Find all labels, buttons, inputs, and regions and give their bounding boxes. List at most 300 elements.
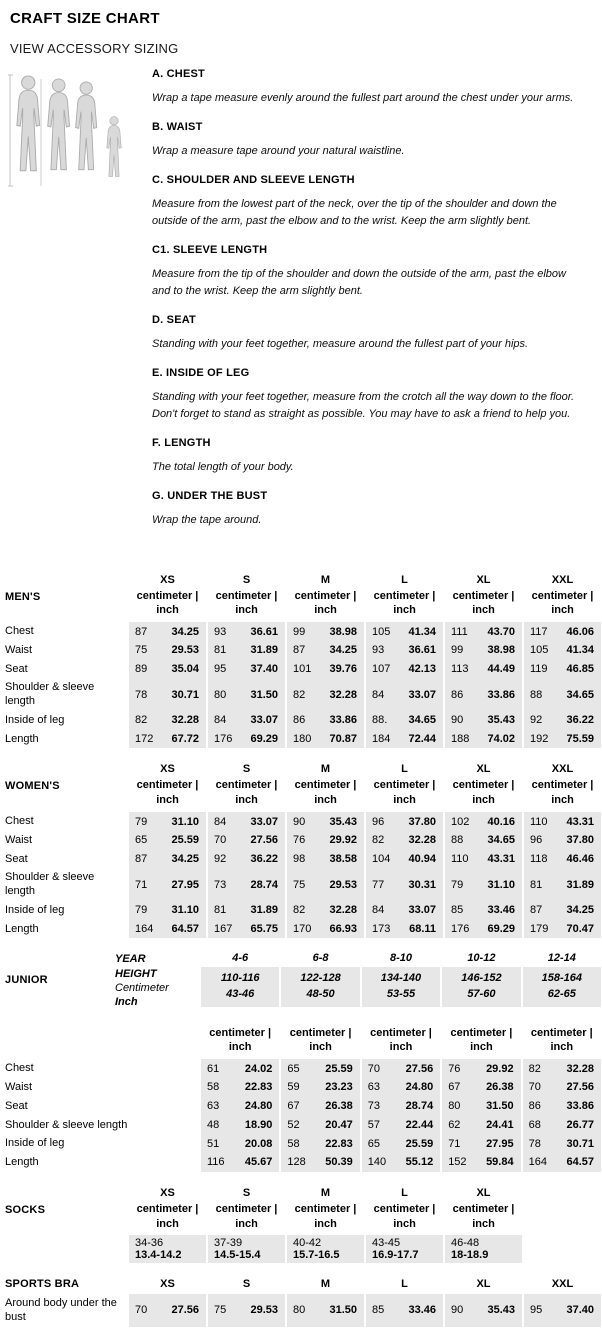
inch-value: 35.04 [171,663,199,676]
inch-value: 31.10 [171,904,199,917]
year-group [201,951,279,1009]
label-spacer [0,761,128,778]
inch-value: 33.46 [408,1304,436,1317]
cm-value: 58 [287,1137,300,1150]
height-range-cell [201,967,279,1007]
table-row [0,1134,602,1153]
value-cell [287,641,364,660]
inch-value: 14.5-15.4 [214,1249,261,1262]
value-cell [523,1134,601,1153]
value-cell [201,1134,279,1153]
value-cell [208,901,285,920]
cm-value: 75 [293,878,306,891]
value-cell [445,868,522,901]
value-cell [445,678,522,711]
cm-value: 79 [135,815,148,828]
cm-value: 80 [448,1100,461,1113]
cm-value: 170 [293,923,312,936]
size-table-junior [0,951,602,1171]
value-cell [129,660,206,679]
value-cell [208,711,285,730]
inch-value: 34.65 [566,688,594,701]
size-header: XS [160,1186,175,1199]
cm-value: 180 [293,733,312,746]
value-cell [366,1235,443,1263]
inch-value: 50.39 [325,1156,353,1169]
value-cell [366,711,443,730]
cm-value: 71 [448,1137,461,1150]
value-cell [201,1153,279,1172]
cm-value: 79 [135,904,148,917]
value-cell [524,1294,601,1327]
inch-value: 30.31 [408,878,436,891]
unit-line-1: centimeter | [215,589,278,602]
instruction-heading: D. SEAT [152,314,196,327]
inch-value: 27.56 [171,1304,199,1317]
year-range: 12-14 [547,952,576,965]
row-label: Length [5,922,39,935]
value-cell [366,901,443,920]
value-cell [201,1116,279,1135]
cm-value: 75 [214,1304,227,1317]
year-range: 8-10 [389,952,412,965]
axis-height-label: HEIGHT [115,967,157,980]
inch-value: 22.83 [325,1137,353,1150]
inch-value: 32.28 [329,688,357,701]
cm-value: 84 [372,904,385,917]
unit-line-2: inch [472,604,495,617]
cm-value: 84 [214,815,227,828]
value-cell [524,812,601,831]
row-label: Shoulder & sleeve length [5,871,95,898]
size-tables-container [0,572,602,1327]
cm-value: 70 [528,1081,541,1094]
unit-header [444,778,523,812]
measuring-guide-section [0,58,602,546]
cm-value: 82 [372,834,385,847]
cm-value: 110 [530,815,548,828]
value-cell [523,1059,601,1078]
unit-header [128,1202,207,1236]
cm-value: 65 [367,1137,381,1150]
inch-value: 45.67 [244,1156,273,1169]
unit-line-1: centimeter | [294,779,357,792]
value-cell [208,868,285,901]
inch-value: 22.83 [244,1081,273,1094]
row-label: Inside of leg [5,903,65,916]
cm-value: 90 [451,714,464,727]
value-cell [208,1235,285,1263]
inch-value: 32.28 [171,714,199,727]
value-cell [366,920,443,939]
page-title: CRAFT SIZE CHART [10,10,160,27]
inch-value: 33.07 [408,904,436,917]
unit-header [128,589,207,623]
inch-value: 27.56 [566,1081,594,1094]
cm-value: 88. [372,714,388,727]
unit-line-2: inch [156,1217,179,1230]
value-cell [442,1059,520,1078]
unit-line-1: centimeter | [450,1026,513,1039]
row-label: Around body under the bust [5,1297,117,1323]
inch-value: 37.80 [566,834,594,847]
value-cell [129,730,206,749]
height-cm-range: 158-164 [541,972,582,985]
inch-value: 44.49 [487,663,515,676]
height-cm-range: 146-152 [461,972,502,985]
label-spacer [0,572,128,589]
unit-line-2: inch [472,794,495,807]
unit-line-2: inch [314,604,337,617]
page-header [0,0,602,58]
unit-header [207,778,286,812]
cm-value: 78 [135,688,148,701]
table-row [0,660,602,679]
inch-value: 55.12 [405,1156,434,1169]
value-cell [129,831,206,850]
unit-line-2: inch [472,1217,495,1230]
unit-line-2: inch [550,1041,574,1054]
row-label: Inside of leg [5,713,65,726]
cm-value: 34-36 [135,1237,164,1250]
value-cell [523,1078,601,1097]
inch-value: 64.57 [171,923,199,936]
measurement-instruction [152,314,586,353]
cm-value: 78 [528,1137,541,1150]
unit-header [444,1202,523,1236]
unit-line-2: inch [235,1217,258,1230]
cm-value: 192 [530,733,549,746]
unit-line-1: centimeter | [452,589,515,602]
value-cell [445,1235,522,1263]
value-cell [366,622,443,641]
size-header: XL [476,1186,491,1199]
body-silhouettes-graphic [8,70,144,192]
inch-value: 18-18.9 [451,1249,489,1262]
label-spacer [0,1026,200,1060]
unit-line-2: inch [156,794,179,807]
inch-value: 33.86 [566,1100,594,1113]
value-cell [366,831,443,850]
cm-value: 98 [293,853,306,866]
value-cell [287,1294,364,1327]
cm-value: 52 [287,1118,300,1131]
inch-value: 15.7-16.5 [293,1249,340,1262]
cm-value: 70 [214,834,227,847]
cm-value: 61 [207,1062,220,1075]
inch-value: 35.43 [329,815,357,828]
unit-line-1: centimeter | [373,1202,436,1215]
value-cell [287,711,364,730]
cm-value: 188 [451,733,470,746]
value-cell [281,1059,359,1078]
cm-value: 110 [451,853,469,866]
inch-value: 33.07 [250,815,278,828]
value-cell [442,1097,520,1116]
cm-value: 85 [372,1304,385,1317]
size-header: L [401,763,408,776]
instruction-heading: A. CHEST [152,68,205,80]
inch-value: 16.9-17.7 [372,1249,419,1262]
unit-header [444,589,523,623]
value-cell [129,901,206,920]
unit-line-2: inch [235,604,258,617]
value-cell [281,1097,359,1116]
inch-value: 38.58 [329,853,357,866]
inch-value: 67.72 [171,733,199,746]
cm-value: 86 [293,714,306,727]
cm-value: 67 [448,1081,461,1094]
cm-value: 86 [451,688,464,701]
row-label: Waist [5,833,33,846]
value-cell [445,831,522,850]
cm-value: 59 [287,1081,300,1094]
inch-value: 69.29 [487,923,515,936]
unit-line-1: centimeter | [452,1202,515,1215]
inch-value: 22.44 [405,1118,434,1131]
size-header: M [320,1186,331,1199]
inch-value: 32.28 [329,904,357,917]
value-cell [366,641,443,660]
height-inch-range: 62-65 [547,987,576,1000]
inch-value: 32.28 [566,1062,594,1075]
value-cell [281,1078,359,1097]
cm-value: 128 [287,1156,306,1169]
inch-value: 31.89 [250,904,278,917]
inch-value: 26.77 [566,1118,594,1131]
cm-value: 88 [451,834,464,847]
cm-value: 79 [451,878,464,891]
value-cell [366,868,443,901]
value-cell [442,1153,520,1172]
inch-value: 34.25 [171,853,199,866]
unit-header [441,1026,521,1060]
inch-value: 25.59 [405,1137,434,1150]
value-cell [201,1097,279,1116]
inch-value: 20.47 [325,1118,353,1131]
unit-header [523,589,602,623]
cm-value: 67 [287,1100,300,1113]
inch-value: 33.07 [408,688,436,701]
value-cell [442,1078,520,1097]
inch-value: 34.25 [171,625,199,638]
cm-value: 82 [293,904,306,917]
unit-header [286,778,365,812]
inch-value: 40.16 [487,815,515,828]
measurement-instruction [152,121,586,160]
value-cell [281,1116,359,1135]
value-cell [366,730,443,749]
value-cell [287,660,364,679]
cm-value: 119 [530,663,548,676]
inch-value: 46.46 [566,853,594,866]
value-cell [524,660,601,679]
cm-value: 40-42 [293,1237,322,1250]
value-cell [524,868,601,901]
inch-value: 37.40 [566,1304,594,1317]
section-label: MEN'S [5,590,41,603]
inch-value: 25.59 [325,1062,353,1075]
unit-line-1: centimeter | [373,589,436,602]
cm-value: 152 [448,1156,467,1169]
height-range-cell [523,967,601,1007]
cm-value: 46-48 [451,1237,480,1250]
size-header: XXL [551,763,574,776]
cm-value: 62 [448,1118,461,1131]
inch-value: 24.02 [244,1062,273,1075]
axis-centimeter-label: Centimeter [115,981,169,994]
cm-value: 93 [372,644,385,657]
cm-value: 68 [528,1118,541,1131]
cm-value: 99 [451,644,464,657]
inch-value: 68.11 [409,923,436,936]
value-cell [524,678,601,711]
height-cm-range: 122-128 [300,972,341,985]
inch-value: 34.65 [487,834,515,847]
inch-value: 40.94 [408,853,436,866]
unit-line-2: inch [389,1041,413,1054]
inch-value: 34.65 [408,714,436,727]
cm-value: 167 [214,923,233,936]
cm-value: 176 [214,733,233,746]
cm-value: 140 [367,1156,387,1169]
height-inch-range: 43-46 [226,987,255,1000]
inch-value: 34.25 [329,644,357,657]
cm-value: 82 [135,714,148,727]
sizes-row [0,1185,602,1202]
value-cell [287,1235,364,1263]
cm-value: 90 [451,1304,464,1317]
size-header: S [242,573,251,586]
row-label [0,1235,128,1263]
cm-value: 95 [214,663,227,676]
cm-value: 87 [293,644,306,657]
row-label: Chest [5,625,34,638]
inch-value: 27.95 [171,878,199,891]
cm-value: 82 [293,688,306,701]
unit-line-1: centimeter | [370,1026,432,1039]
value-cell [524,730,601,749]
cm-value: 92 [214,853,227,866]
size-header: XXL [551,573,574,586]
cm-value: 173 [372,923,391,936]
cm-value: 81 [530,878,543,891]
cm-value: 76 [293,834,306,847]
body-figures-illustration [8,68,146,544]
inch-value: 25.59 [171,834,199,847]
inch-value: 13.4-14.2 [135,1249,182,1262]
instruction-text: The total length of your body. [152,461,294,474]
inch-value: 29.53 [171,644,199,657]
instruction-text: Wrap the tape around. [152,514,262,527]
cm-value: 73 [367,1100,381,1113]
inch-value: 31.10 [171,815,199,828]
table-row [0,868,602,901]
inch-value: 23.23 [325,1081,353,1094]
value-cell [129,678,206,711]
value-cell [362,1078,440,1097]
row-label: Seat [5,662,28,675]
height-cm-range: 110-116 [220,972,260,985]
unit-header [523,778,602,812]
value-cell [208,850,285,869]
inch-value: 42.13 [408,663,436,676]
cm-value: 176 [451,923,470,936]
value-cell [287,678,364,711]
value-cell [287,812,364,831]
inch-value: 38.98 [487,644,515,657]
value-cell [445,660,522,679]
cm-value: 102 [451,815,470,828]
cm-value: 76 [448,1062,461,1075]
value-cell [287,850,364,869]
cm-value: 85 [451,904,464,917]
cm-value: 65 [287,1062,300,1075]
value-cell [445,730,522,749]
inch-value: 36.22 [566,714,594,727]
instruction-text: Measure from the lowest part of the neck, over the tip of the shoulder and down the outside of the arm, past the elbow and to the wrist. Keep the arm slightly bent. [152,198,557,228]
inch-value: 31.50 [486,1100,514,1113]
section-label: JUNIOR [5,973,48,986]
size-header: XL [476,573,491,586]
size-header: XS [160,573,175,586]
value-cell [208,812,285,831]
table-row [0,678,602,711]
inch-value: 24.80 [405,1081,434,1094]
inch-value: 43.31 [487,853,515,866]
inch-value: 74.02 [487,733,515,746]
instruction-heading: B. WAIST [152,121,203,134]
value-cell [524,831,601,850]
value-cell [366,660,443,679]
table-row [0,711,602,730]
value-cell [129,920,206,939]
inch-value: 70.87 [329,733,357,746]
row-label: Shoulder & sleeve length [5,681,95,708]
unit-header [128,778,207,812]
row-label: Waist [5,1081,33,1094]
inch-value: 36.61 [250,625,278,638]
unit-header [365,1202,444,1236]
cm-value: 101 [293,663,312,676]
unit-line-1: centimeter | [215,1202,278,1215]
row-label: Length [5,732,39,745]
unit-header [365,778,444,812]
inch-value: 31.89 [566,878,594,891]
unit-line-2: inch [551,794,574,807]
size-header: S [242,763,251,776]
inch-value: 18.90 [244,1118,273,1131]
cm-value: 118 [530,853,548,866]
inch-value: 70.47 [566,923,594,936]
value-cell [445,1294,522,1327]
view-accessory-sizing-link[interactable]: VIEW ACCESSORY SIZING [10,41,179,56]
value-cell [287,730,364,749]
height-inch-range: 48-50 [306,987,335,1000]
table-row [0,1153,602,1172]
inch-value: 27.56 [405,1062,434,1075]
value-cell [129,641,206,660]
value-cell [524,622,601,641]
inch-value: 29.53 [329,878,357,891]
cm-value: 99 [293,625,306,638]
value-cell [442,1134,520,1153]
instruction-heading: F. LENGTH [152,437,211,450]
height-cm-range: 134-140 [380,972,422,985]
unit-line-1: centimeter | [209,1026,272,1039]
value-cell [281,1134,359,1153]
value-cell [208,730,285,749]
